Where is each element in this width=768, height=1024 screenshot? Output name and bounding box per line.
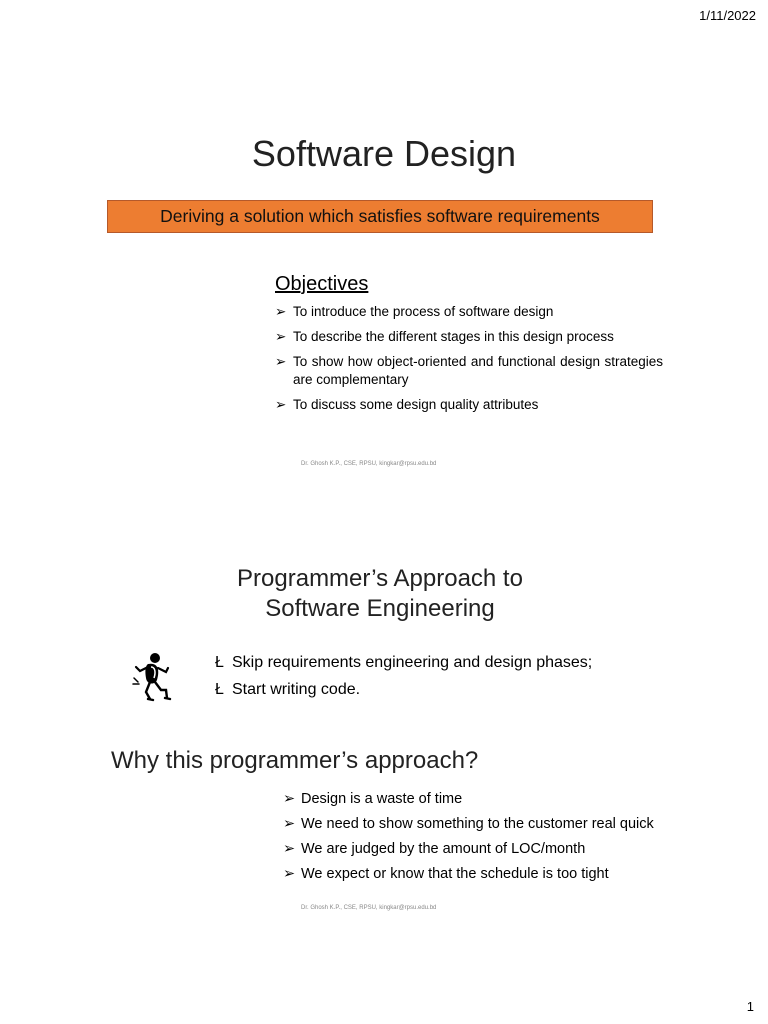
reason-text: We expect or know that the schedule is too tight [301, 866, 609, 882]
reason-text: We are judged by the amount of LOC/month [301, 841, 586, 857]
slide2-title-line1: Programmer’s Approach to [237, 565, 523, 592]
approach-point-text: Skip requirements engineering and design phases; [232, 654, 593, 671]
objective-item [275, 303, 663, 321]
slide2-title-line2: Software Engineering [265, 595, 495, 622]
approach-points-list [215, 650, 592, 704]
objective-text: To describe the different stages in this design process [293, 329, 614, 344]
objective-item [275, 396, 663, 414]
objectives-list [275, 303, 663, 421]
slide2-footer: Dr. Ghosh K.P., CSE, RPSU, kingkar@rpsu.edu.bd [301, 905, 437, 911]
objective-text: To introduce the process of software design [293, 304, 554, 319]
bullet-glyph-icon: Ł [215, 654, 224, 671]
arrow-bullet-icon: ➢ [283, 841, 296, 857]
slide1-subtitle: Deriving a solution which satisfies software requirements [160, 206, 600, 226]
objective-text: To show how object-oriented and functional design strategies are complementary [293, 354, 663, 387]
approach-point-text: Start writing code. [232, 681, 361, 698]
objective-item [275, 353, 663, 389]
arrow-bullet-icon: ➢ [275, 397, 287, 412]
reason-text: Design is a waste of time [301, 791, 463, 807]
slide1-footer: Dr. Ghosh K.P., CSE, RPSU, kingkar@rpsu.edu.bd [301, 461, 437, 467]
running-man-icon [130, 652, 174, 702]
arrow-bullet-icon: ➢ [283, 866, 296, 882]
reason-item [283, 815, 654, 834]
arrow-bullet-icon: ➢ [283, 816, 296, 832]
arrow-bullet-icon: ➢ [283, 791, 296, 807]
arrow-bullet-icon: ➢ [275, 354, 287, 369]
slide1-subtitle-box [107, 200, 653, 233]
page-number: 1 [746, 999, 754, 1014]
approach-point [215, 677, 592, 703]
objective-text: To discuss some design quality attributes [293, 397, 539, 412]
reasons-list [283, 790, 654, 890]
arrow-bullet-icon: ➢ [275, 304, 287, 319]
reason-item [283, 865, 654, 884]
objectives-heading: Objectives [275, 273, 369, 295]
reason-text: We need to show something to the customer real quick [301, 816, 654, 832]
slide2-title [0, 564, 760, 624]
approach-point [215, 650, 592, 676]
reason-item [283, 840, 654, 859]
slide1-title: Software Design [251, 133, 517, 174]
bullet-glyph-icon: Ł [215, 681, 224, 698]
reason-item [283, 790, 654, 809]
arrow-bullet-icon: ➢ [275, 329, 287, 344]
objective-item [275, 328, 663, 346]
question-heading: Why this programmer’s approach? [111, 747, 479, 774]
print-date: 1/11/2022 [699, 8, 756, 23]
